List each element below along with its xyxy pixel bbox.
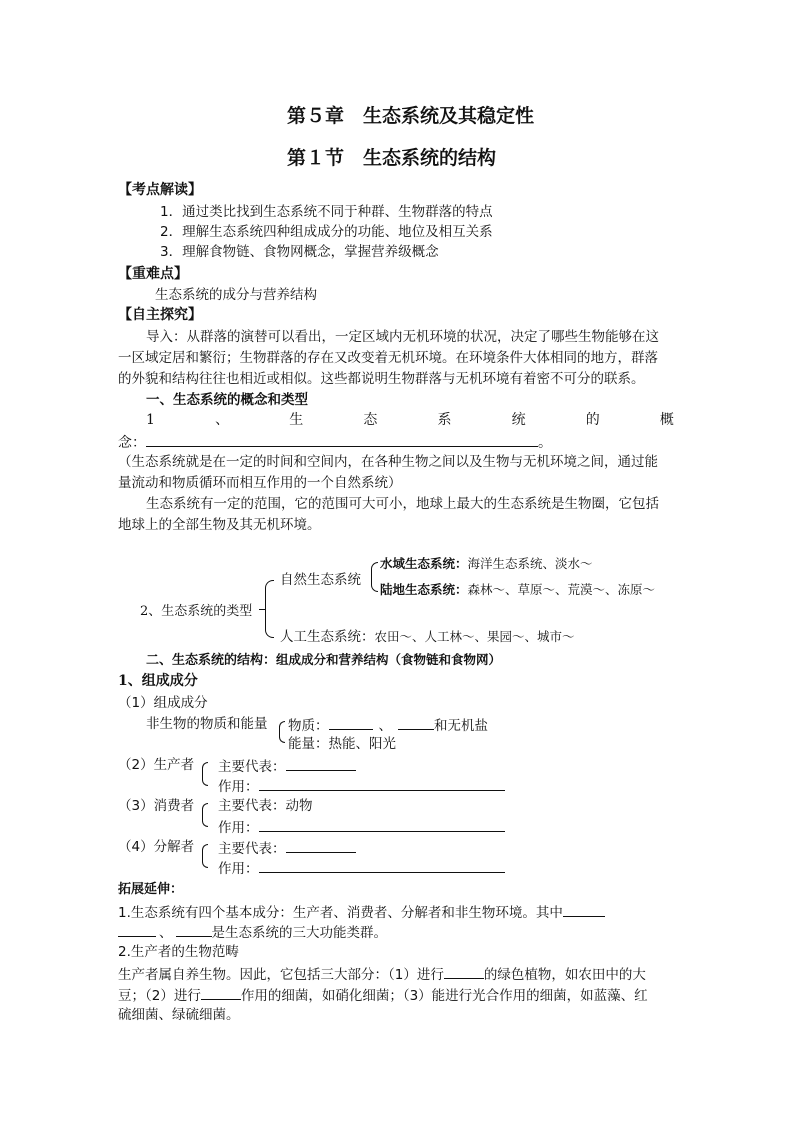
c2-role-blank[interactable] (259, 775, 505, 791)
c2-role-label: 作用： (218, 779, 259, 795)
ext-p2-line2 (118, 984, 648, 1006)
c4-role-label: 作用： (218, 861, 259, 877)
concept-line (146, 410, 674, 430)
land-ecosystem (380, 580, 655, 600)
sub1-heading: 1、组成成分 (118, 673, 198, 689)
c2-rep-blank[interactable] (286, 755, 356, 771)
ext-p2-line2-a: 豆；（2）进行 (118, 988, 201, 1004)
c1-matter-label: 物质： (288, 718, 329, 734)
section2-heading-main: 二、生态系统的结构： (146, 653, 277, 668)
natural-ecosystem: 自然生态系统 (280, 572, 361, 588)
c3-role-blank[interactable] (259, 816, 505, 832)
kaodian-heading: 【考点解读】 (118, 182, 202, 198)
c1-label: 非生物的物质和能量 (146, 716, 268, 732)
c4-role-line (218, 857, 505, 879)
types-brace-tip (259, 609, 265, 610)
artificial-text: 农田～、人工林～、果园～、城市～ (374, 629, 575, 644)
intro-line-1: 导入：从群落的演替可以看出，一定区域内无机环境的状况，决定了哪些生物能够在这 (146, 329, 659, 345)
concept-char: 生 (289, 412, 304, 428)
concept-char: 1 (146, 412, 155, 428)
concept-char: 系 (437, 412, 452, 428)
range-line-1: 生态系统有一定的范围，它的范围可大可小，地球上最大的生态系统是生物圈，它包括 (146, 496, 659, 512)
ext-p2-line1-a: 生产者属自养生物。因此，它包括三大部分：（1）进行 (118, 967, 444, 983)
concept-blank[interactable] (146, 431, 538, 447)
c1-brace (279, 721, 285, 743)
page-title: 第５章 生态系统及其稳定性 (287, 105, 535, 127)
types-brace (265, 580, 274, 638)
concept-char: 概 (659, 412, 674, 428)
c4-rep-blank[interactable] (286, 837, 356, 853)
section1-heading: 一、生态系统的概念和类型 (146, 392, 308, 408)
c1-heading: （1）组成成分 (118, 695, 208, 711)
c1-matter-line (288, 714, 488, 736)
concept-char: 、 (215, 412, 230, 428)
ext-p2-title: 2.生产者的生物范畴 (118, 944, 239, 960)
water-text: 海洋生态系统、淡水～ (467, 556, 593, 571)
ext-p2-blank-2[interactable] (201, 984, 241, 1000)
ext-p1-rest: 是生态系统的三大功能类群。 (211, 925, 387, 941)
land-text: 森林～、草原～、荒漠～、冻原～ (467, 582, 656, 597)
c4-heading: （4）分解者 (118, 839, 195, 855)
page-subtitle: 第１节 生态系统的结构 (287, 147, 497, 169)
zhongnan-text: 生态系统的成分与营养结构 (155, 287, 317, 303)
artificial-ecosystem (280, 627, 575, 648)
section2-heading-rest: 组成成分和营养结构（食物链和食物网） (276, 652, 502, 667)
c3-role-label: 作用： (218, 820, 259, 836)
concept-end: 。 (538, 435, 552, 451)
c4-rep-line (218, 837, 356, 859)
c4-rep-label: 主要代表： (218, 841, 286, 857)
ext-p2-blank-1[interactable] (444, 963, 484, 979)
section2-heading (146, 650, 501, 671)
ext-p1-line1 (118, 901, 605, 923)
concept-char: 统 (511, 412, 526, 428)
water-label: 水域生态系统： (380, 556, 468, 571)
zhongnan-heading: 【重难点】 (118, 266, 188, 282)
ext-p2-line1-b: 的绿色植物，如农田中的大 (483, 967, 646, 983)
kaodian-item-1: 1．通过类比找到生态系统不同于种群、生物群落的特点 (160, 204, 493, 220)
water-ecosystem (380, 554, 593, 574)
range-line-2: 地球上的全部生物及其无机环境。 (118, 517, 321, 533)
c3-brace (202, 803, 208, 827)
ext-p1-line2 (118, 921, 387, 943)
c2-heading: （2）生产者 (118, 757, 195, 773)
ext-p2-line3: 硫细菌、绿硫细菌。 (118, 1007, 240, 1023)
c1-salt: 和无机盐 (434, 718, 488, 734)
ext-p1-text: 1.生态系统有四个基本成分：生产者、消费者、分解者和非生物环境。其中 (118, 905, 563, 921)
concept-char: 态 (363, 412, 378, 428)
intro-line-2: 一区域定居和繁衍；生物群落的存在又改变着无机环境。在环境条件大体相同的地方，群落 (118, 350, 658, 366)
note-line-2: 量流动和物质循环而相互作用的一个自然系统） (118, 475, 402, 491)
types-label: 2、生态系统的类型 (140, 604, 253, 619)
zizhu-heading: 【自主探究】 (118, 307, 202, 323)
intro-line-3: 的外貌和结构往往也相近或相似。这些都说明生物群落与无机环境有着密不可分的联系。 (118, 371, 645, 387)
c3-heading: （3）消费者 (118, 798, 195, 814)
concept-line-2 (118, 431, 552, 453)
c4-role-blank[interactable] (259, 857, 505, 873)
kaodian-item-3: 3．理解食物链、食物网概念，掌握营养级概念 (160, 244, 439, 260)
matter-blank-1[interactable] (329, 714, 373, 730)
c2-rep-line (218, 755, 356, 777)
c3-role-line (218, 816, 505, 838)
ext-p2-line1 (118, 963, 646, 985)
ext-p1-sep: 、 (159, 925, 173, 941)
c2-role-line (218, 775, 505, 797)
c2-rep-label: 主要代表： (218, 759, 286, 775)
land-label: 陆地生态系统： (380, 582, 468, 597)
c4-brace (202, 844, 208, 868)
concept-char: 的 (585, 412, 600, 428)
c1-sep: 、 (378, 718, 392, 734)
c2-brace (202, 762, 208, 786)
concept-prefix: 念： (118, 435, 146, 451)
ext-p1-blank-1[interactable] (563, 901, 605, 917)
ext-p1-blank-2[interactable] (118, 921, 156, 937)
kaodian-item-2: 2．理解生态系统四种组成成分的功能、地位及相互关系 (160, 224, 493, 240)
ext-p1-blank-3[interactable] (176, 921, 212, 937)
natural-brace (371, 562, 378, 592)
extension-heading: 拓展延伸： (118, 882, 184, 897)
artificial-label: 人工生态系统： (280, 629, 375, 645)
note-line-1: （生态系统就是在一定的时间和空间内，在各种生物之间以及生物与无机环境之间，通过能 (118, 454, 658, 470)
matter-blank-2[interactable] (398, 714, 434, 730)
c3-rep: 主要代表：动物 (218, 798, 313, 814)
c1-energy: 能量：热能、阳光 (288, 736, 396, 752)
ext-p2-line2-b: 作用的细菌，如硝化细菌；（3）能进行光合作用的细菌，如蓝藻、红 (240, 988, 648, 1004)
